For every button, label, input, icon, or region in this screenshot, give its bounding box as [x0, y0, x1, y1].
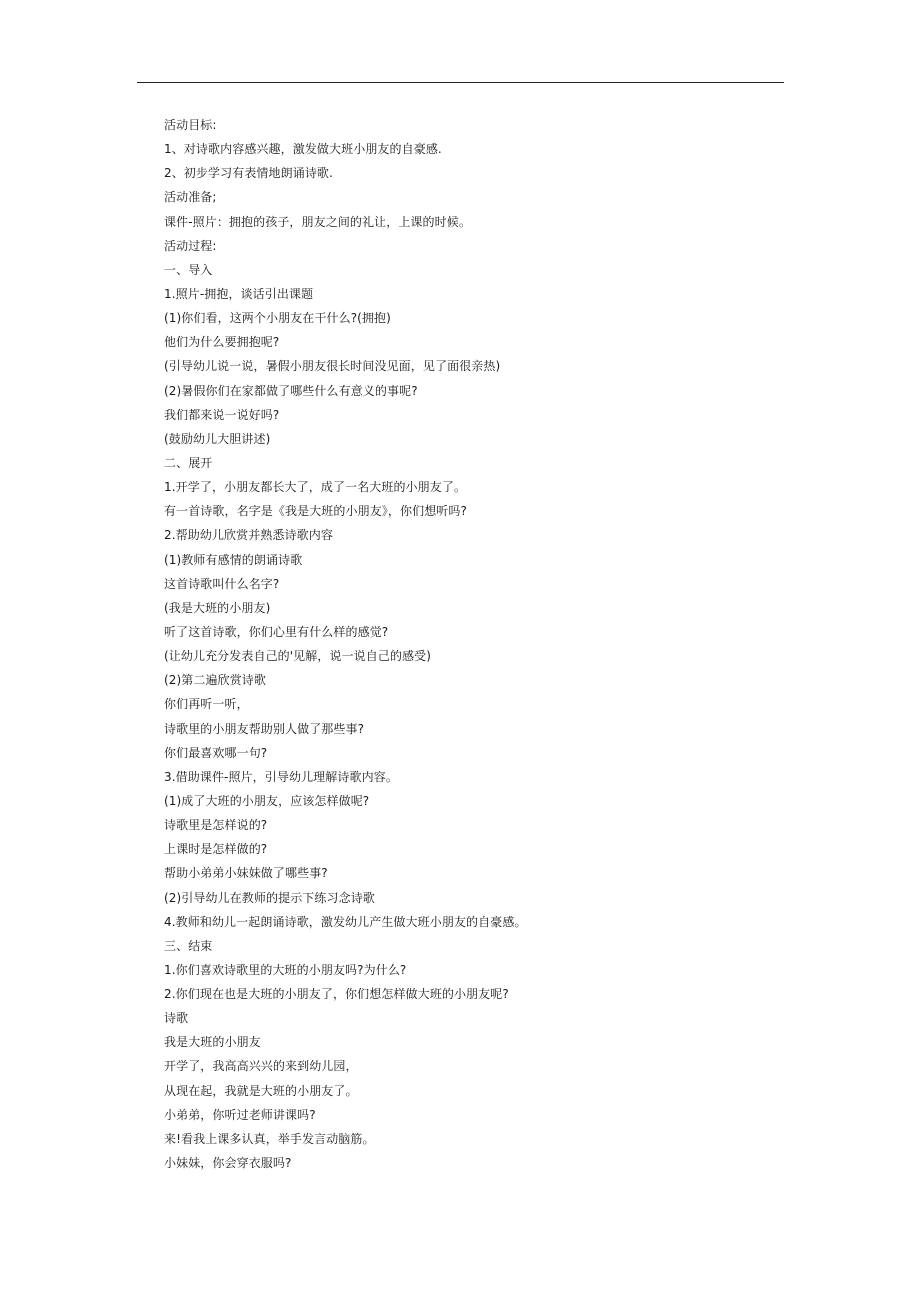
- text-line: 从现在起，我就是大班的小朋友了。: [164, 1083, 358, 1098]
- text-line: (让幼儿充分发表自己的'见解，说一说自己的感受): [164, 649, 432, 664]
- text-line: 1、对诗歌内容感兴趣，激发做大班小朋友的自豪感.: [164, 142, 442, 157]
- text-line: (1)成了大班的小朋友，应该怎样做呢?: [164, 793, 370, 808]
- text-line: 1.照片-拥抱，谈话引出课题: [164, 286, 314, 301]
- text-line: 1.开学了，小朋友都长大了，成了一名大班的小朋友了。: [164, 480, 467, 495]
- text-line: 2.帮助幼儿欣赏并熟悉诗歌内容: [164, 528, 333, 543]
- text-line: 我们都来说一说好吗?: [164, 407, 280, 422]
- text-line: 开学了，我高高兴兴的来到幼儿园，: [164, 1059, 358, 1074]
- text-line: 活动准备;: [164, 190, 217, 205]
- text-line: (1)教师有感情的朗诵诗歌: [164, 552, 303, 567]
- text-line: 一、导入: [164, 262, 213, 277]
- text-line: 活动过程:: [164, 238, 217, 253]
- text-line: 这首诗歌叫什么名字?: [164, 576, 280, 591]
- text-line: (我是大班的小朋友): [164, 600, 271, 615]
- text-line: 小妹妹，你会穿衣服吗?: [164, 1156, 292, 1171]
- document-body: [164, 113, 764, 1175]
- text-line: (引导幼儿说一说，暑假小朋友很长时间没见面，见了面很亲热): [164, 359, 501, 374]
- text-line: 二、展开: [164, 455, 213, 470]
- text-line: 帮助小弟弟小妹妹做了哪些事?: [164, 866, 328, 881]
- text-line: 上课时是怎样做的?: [164, 842, 268, 857]
- text-line: 诗歌里的小朋友帮助别人做了那些事?: [164, 721, 365, 736]
- text-line: 听了这首诗歌，你们心里有什么样的感觉?: [164, 624, 389, 639]
- text-line: 小弟弟，你听过老师讲课吗?: [164, 1107, 316, 1122]
- text-line: 你们再听一听，: [164, 697, 249, 712]
- text-line: (1)你们看，这两个小朋友在干什么?(拥抱): [164, 311, 391, 326]
- text-line: 2.你们现在也是大班的小朋友了，你们想怎样做大班的小朋友呢?: [164, 987, 509, 1002]
- text-line: 诗歌里是怎样说的?: [164, 818, 268, 833]
- text-line: (鼓励幼儿大胆讲述): [164, 431, 271, 446]
- text-line: 活动目标:: [164, 118, 217, 132]
- text-line: 2、初步学习有表情地朗诵诗歌.: [164, 166, 333, 181]
- header-rule: [137, 82, 784, 83]
- text-line: 诗歌: [164, 1011, 189, 1026]
- text-line: 3.借助课件-照片，引导幼儿理解诗歌内容。: [164, 769, 398, 784]
- text-line: 我是大班的小朋友: [164, 1035, 261, 1050]
- text-line: 1.你们喜欢诗歌里的大班的小朋友吗?为什么?: [164, 962, 407, 977]
- text-line: 4.教师和幼儿一起朗诵诗歌，激发幼儿产生做大班小朋友的自豪感。: [164, 914, 527, 929]
- text-line: 课件-照片：拥抱的孩子，朋友之间的礼让，上课的时候。: [164, 214, 471, 229]
- text-line: 三、结束: [164, 938, 213, 953]
- text-line: 来!看我上课多认真，举手发言动脑筋。: [164, 1131, 375, 1146]
- text-line: (2)引导幼儿在教师的提示下练习念诗歌: [164, 890, 375, 905]
- text-line: 他们为什么要拥抱呢?: [164, 335, 280, 350]
- text-line: (2)第二遍欣赏诗歌: [164, 673, 266, 688]
- text-line: (2)暑假你们在家都做了哪些什么有意义的事呢?: [164, 383, 418, 398]
- text-line: 你们最喜欢哪一句?: [164, 745, 268, 760]
- text-line: 有一首诗歌，名字是《我是大班的小朋友》，你们想听吗?: [164, 504, 467, 519]
